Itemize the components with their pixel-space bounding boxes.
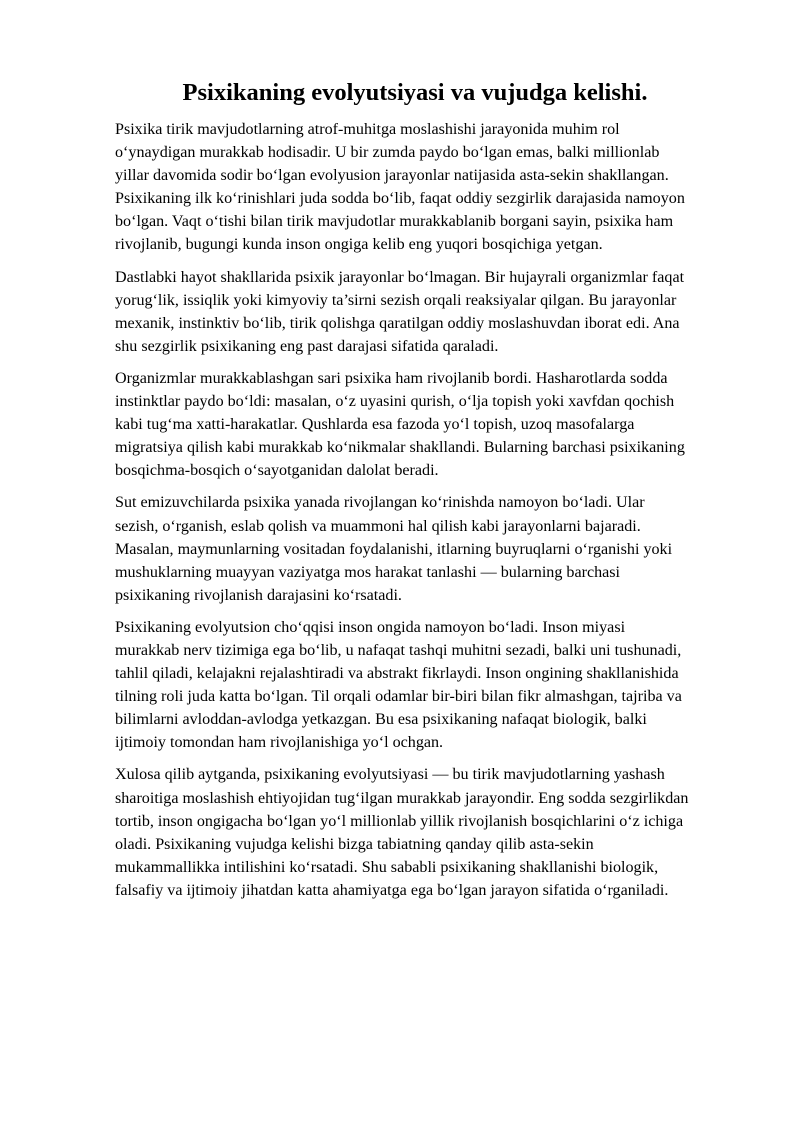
paragraph-mammals: Sut emizuvchilarda psixika yanada rivojlangan ko‘rinishda namoyon bo‘ladi. Ular sezish, o‘rganish, eslab qolish va muammoni hal qilish kabi jarayonlarni bajaradi. Masalan, maymunlarning vositadan foydalanishi, itlarning buyruqlarni o‘rganishi yoki mushuklarning muayyan vaziyatga mos harakat tanlashi — bularning barchasi psixikaning rivojlanish darajasini ko‘rsatadi. bbox=[115, 494, 673, 604]
paragraph-insects-birds: Organizmlar murakkablashgan sari psixika ham rivojlanib bordi. Hasharotlarda sodda instinktlar paydo bo‘ldi: masalan, o‘z uyasini qurish, o‘lja topish yoki xavfdan qochish kabi tug‘ma xatti-harakatlar. Qushlarda esa fazoda yo‘l topish, uzoq masofalarga migratsiya qilish kabi murakkab ko‘nikmalar shakllandi. Bularning barchasi psixikaning bosqichma-bosqich o‘sayotganidan dalolat beradi. bbox=[115, 369, 685, 480]
paragraph-conclusion: Xulosa qilib aytganda, psixikaning evolyutsiyasi — bu tirik mavjudotlarning yashash sharoitiga moslashish ehtiyojidan tug‘ilgan murakkab jarayondir. Eng sodda sezgirlikdan tortib, inson ongigacha bo‘lgan yo‘l millionlab yillik rivojlanish bosqichlarini o‘z ichiga oladi. Psixikaning vujudga kelishi bizga tabiatning qanday qilib asta-sekin mukammallikka intilishini ko‘rsatadi. Shu sababli psixikaning shakllanishi biologik, falsafiy va ijtimoiy jihatdan katta ahamiyatga ega bo‘lgan jarayon sifatida o‘rganiladi. bbox=[115, 766, 689, 899]
document-title: Psixikaning evolyutsiyasi va vujudga kelishi. bbox=[182, 79, 648, 106]
document-page bbox=[115, 78, 690, 902]
paragraph-intro: Psixika tirik mavjudotlarning atrof-muhitga moslashishi jarayonida muhim rol o‘ynaydigan murakkab hodisadir. U bir zumda paydo bo‘lgan emas, balki millionlab yillar davomida sodir bo‘lgan evolyusion jarayonlar natijasida asta-sekin shakllangan. Psixikaning ilk ko‘rinishlari juda sodda bo‘lib, faqat oddiy sezgirlik darajasida namoyon bo‘lgan. Vaqt o‘tishi bilan tirik mavjudotlar murakkablanib borgani sayin, psixika ham rivojlanib, bugungi kunda inson ongiga kelib eng yuqori bosqichiga yetgan. bbox=[115, 121, 685, 254]
paragraph-early-life: Dastlabki hayot shakllarida psixik jarayonlar bo‘lmagan. Bir hujayrali organizmlar faqat yorug‘lik, issiqlik yoki kimyoviy ta’sirni sezish orqali reaksiyalar qilgan. Bu jarayonlar mexanik, instinktiv bo‘lib, tirik qolishga qaratilgan oddiy moslashuvdan iborat edi. Ana shu sezgirlik psixikaning eng past darajasi sifatida qaraladi. bbox=[115, 268, 685, 355]
paragraph-human-mind: Psixikaning evolyutsion cho‘qqisi inson ongida namoyon bo‘ladi. Inson miyasi murakkab nerv tizimiga ega bo‘lib, u nafaqat tashqi muhitni sezadi, balki uni tushunadi, tahlil qiladi, kelajakni rejalashtiradi va abstrakt fikrlaydi. Inson ongining shakllanishida tilning roli juda katta bo‘lgan. Til orqali odamlar bir-biri bilan fikr almashgan, tajriba va bilimlarni avloddan-avlodga yetkazgan. Bu esa psixikaning nafaqat biologik, balki ijtimoiy tomondan ham rivojlanishiga yo‘l ochgan. bbox=[115, 618, 682, 752]
document-body bbox=[115, 118, 690, 902]
